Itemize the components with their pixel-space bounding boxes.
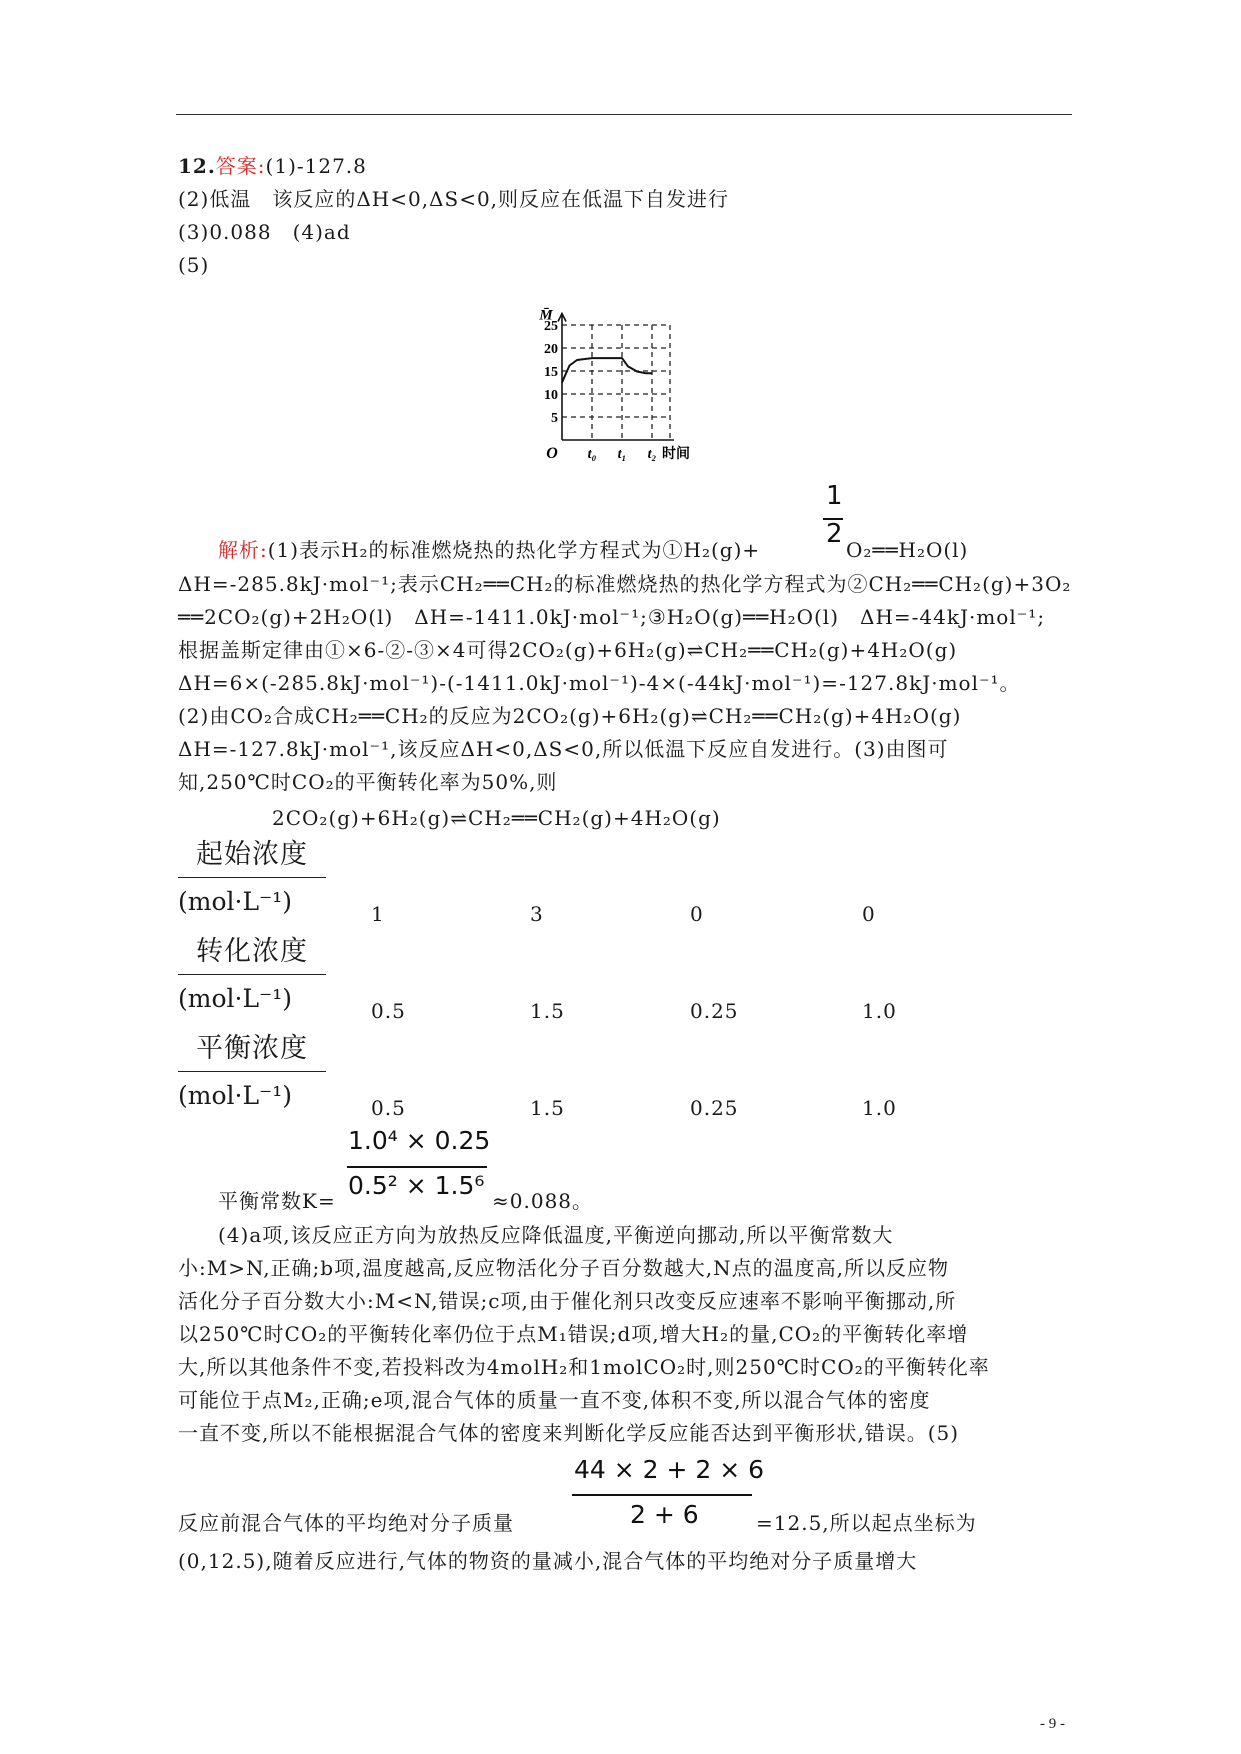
page-number: - 9 - bbox=[1040, 1716, 1065, 1732]
x-tick-label: t₀ bbox=[587, 447, 597, 462]
k-prefix: 平衡常数K= bbox=[218, 1189, 336, 1213]
analysis-line-1-tail: O₂══H₂O(l) bbox=[846, 538, 969, 562]
analysis-line-4: 根据盖斯定律由①×6-②-③×4可得2CO₂(g)+6H₂(g)⇌CH₂══CH₂(g)+4H₂O(g) bbox=[178, 638, 958, 662]
y-tick-label: 20 bbox=[544, 342, 558, 357]
x-tick-label: t₂ bbox=[647, 447, 657, 462]
x-axis-label: 时间 bbox=[662, 446, 690, 462]
part5-suffix: =12.5,所以起点坐标为 bbox=[756, 1511, 977, 1535]
question-number: 12. bbox=[178, 154, 216, 178]
k-denominator: 0.5² × 1.5⁶ bbox=[348, 1171, 485, 1200]
analysis-line-6: (2)由CO₂合成CH₂══CH₂的反应为2CO₂(g)+6H₂(g)⇌CH₂══CH₂(g)+4H₂O(g) bbox=[178, 704, 962, 728]
header-rule bbox=[176, 114, 1072, 115]
table-cell: 3 bbox=[530, 902, 544, 926]
half-denominator: 2 bbox=[826, 519, 843, 549]
k-numerator: 1.0⁴ × 0.25 bbox=[348, 1126, 491, 1155]
table-cell: 1.5 bbox=[530, 1096, 565, 1120]
table-cell: 0.25 bbox=[690, 1096, 739, 1120]
part4-line: 大,所以其他条件不变,若投料改为4molH₂和1molCO₂时,则250℃时CO₂的平衡转化率 bbox=[178, 1355, 990, 1379]
k-suffix: ≈0.088。 bbox=[492, 1189, 594, 1213]
row-unit: (mol·L⁻¹) bbox=[178, 887, 293, 916]
row-unit: (mol·L⁻¹) bbox=[178, 984, 293, 1013]
analysis-line-3: ══2CO₂(g)+2H₂O(l) ΔH=-1411.0kJ·mol⁻¹;③H₂O(g)══H₂O(l) ΔH=-44kJ·mol⁻¹; bbox=[178, 605, 1046, 629]
answer-label: 答案: bbox=[215, 154, 266, 178]
molar-mass-time-chart bbox=[520, 290, 710, 470]
table-cell: 1.0 bbox=[862, 999, 897, 1023]
y-tick-label: 15 bbox=[544, 365, 558, 380]
table-cell: 0 bbox=[690, 902, 704, 926]
y-tick-label: 25 bbox=[544, 319, 558, 334]
mass-fraction-bar bbox=[572, 1494, 752, 1496]
part4-line: 小:M>N,正确;b项,温度越高,反应物活化分子百分数越大,N点的温度高,所以反应物 bbox=[178, 1256, 950, 1280]
origin-label: O bbox=[546, 445, 558, 462]
row-divider bbox=[178, 974, 326, 975]
row-header-initial: 起始浓度 bbox=[196, 839, 308, 870]
table-cell: 0.5 bbox=[371, 999, 406, 1023]
part4-line: 可能位于点M₂,正确;e项,混合气体的质量一直不变,体积不变,所以混合气体的密度 bbox=[178, 1388, 931, 1412]
table-cell: 1.0 bbox=[862, 1096, 897, 1120]
analysis-line-1-text: (1)表示H₂的标准燃烧热的热化学方程式为①H₂(g)+ bbox=[267, 538, 761, 562]
mass-denominator: 2 + 6 bbox=[630, 1500, 699, 1529]
analysis-line-5: ΔH=6×(-285.8kJ·mol⁻¹)-(-1411.0kJ·mol⁻¹)-4×(-44kJ·mol⁻¹)=-127.8kJ·mol⁻¹。 bbox=[178, 671, 1021, 695]
table-cell: 1.5 bbox=[530, 999, 565, 1023]
analysis-label: 解析: bbox=[218, 538, 268, 562]
answer-part-2: (2)低温 该反应的ΔH<0,ΔS<0,则反应在低温下自发进行 bbox=[178, 187, 730, 211]
analysis-line-8: 知,250℃时CO₂的平衡转化率为50%,则 bbox=[178, 770, 558, 794]
mass-numerator: 44 × 2 + 2 × 6 bbox=[574, 1455, 765, 1484]
reaction-equation: 2CO₂(g)+6H₂(g)⇌CH₂══CH₂(g)+4H₂O(g) bbox=[272, 806, 721, 830]
part5-prefix: 反应前混合气体的平均绝对分子质量 bbox=[178, 1511, 514, 1535]
k-fraction-bar bbox=[347, 1166, 487, 1168]
table-cell: 0.5 bbox=[371, 1096, 406, 1120]
answer-part-3-4: (3)0.088 (4)ad bbox=[178, 220, 351, 244]
row-unit: (mol·L⁻¹) bbox=[178, 1081, 293, 1110]
row-divider bbox=[178, 1071, 326, 1072]
table-cell: 0 bbox=[862, 902, 876, 926]
part4-line: 一直不变,所以不能根据混合气体的密度来判断化学反应能否达到平衡形状,错误。(5) bbox=[178, 1421, 960, 1445]
x-tick-label: t₁ bbox=[617, 447, 627, 462]
analysis-line-7: ΔH=-127.8kJ·mol⁻¹,该反应ΔH<0,ΔS<0,所以低温下反应自发进行。(3)由图可 bbox=[178, 737, 949, 761]
part5-last-line: (0,12.5),随着反应进行,气体的物资的量减小,混合气体的平均绝对分子质量增大 bbox=[178, 1549, 918, 1573]
row-divider bbox=[178, 877, 326, 878]
part4-line: 以250℃时CO₂的平衡转化率仍位于点M₁错误;d项,增大H₂的量,CO₂的平衡转化率增 bbox=[178, 1322, 969, 1346]
table-cell: 0.25 bbox=[690, 999, 739, 1023]
answer-line-1 bbox=[178, 151, 367, 181]
analysis-line-2: ΔH=-285.8kJ·mol⁻¹;表示CH₂══CH₂的标准燃烧热的热化学方程式为②CH₂══CH₂(g)+3O₂ bbox=[178, 572, 1072, 596]
row-header-converted: 转化浓度 bbox=[196, 936, 308, 967]
y-tick-label: 10 bbox=[544, 388, 558, 403]
y-axis-label: M̄ bbox=[539, 307, 553, 324]
analysis-line-1 bbox=[218, 535, 760, 565]
answer-part-1: (1)-127.8 bbox=[265, 154, 367, 178]
half-numerator: 1 bbox=[826, 481, 843, 511]
y-tick-label: 5 bbox=[551, 411, 558, 426]
part4-line: (4)a项,该反应正方向为放热反应降低温度,平衡逆向挪动,所以平衡常数大 bbox=[218, 1223, 894, 1247]
part4-line: 活化分子百分数大小:M<N,错误;c项,由于催化剂只改变反应速率不影响平衡挪动,所 bbox=[178, 1289, 957, 1313]
table-cell: 1 bbox=[371, 902, 385, 926]
answer-part-5: (5) bbox=[178, 253, 210, 277]
row-header-equilibrium: 平衡浓度 bbox=[196, 1033, 308, 1064]
molar-mass-curve bbox=[562, 358, 652, 382]
